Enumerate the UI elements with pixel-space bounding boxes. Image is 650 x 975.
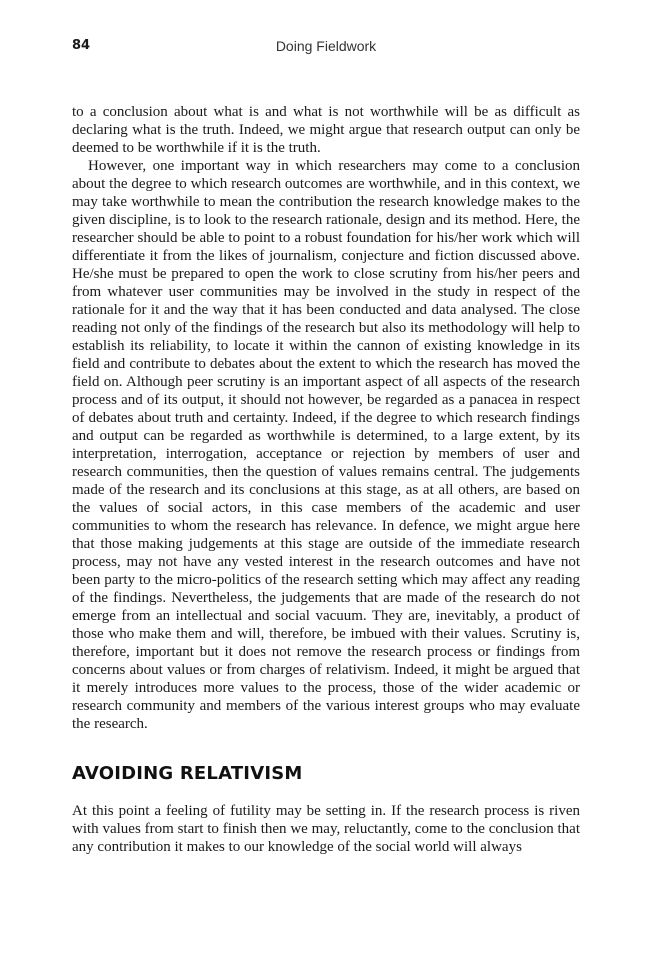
body-text (72, 103, 580, 733)
page-number: 84 (72, 38, 91, 53)
book-page (72, 36, 580, 856)
section-heading: AVOIDING RELATIVISM (72, 763, 303, 784)
running-head (72, 36, 580, 58)
paragraph: At this point a feeling of futility may be setting in. If the research process is riven with values from start to finish then we may, reluctantly, come to the conclusion that any contribution it makes to our knowledge of the social world will always (72, 803, 580, 855)
paragraph-continued: to a conclusion about what is and what is not worthwhile will be as difficult as declaring what is the truth. Indeed, we might argue that research output can only be deemed to be worthwhile if it is the truth. (72, 104, 580, 156)
paragraph: However, one important way in which researchers may come to a conclusion about the degree to which research outcomes are worthwhile, and in this context, we may take worthwhile to mean the contribution the research knowledge makes to the given discipline, is to look to the research rationale, design and its method. Here, the researcher should be able to point to a robust foundation for his/her work which will differentiate it from the likes of journalism, conjecture and fiction discussed above. He/she must be prepared to open the work to close scrutiny from his/her peers and from whatever user communities may be involved in the study in respect of the rationale for it and the way that it has been conducted and data analysed. The close reading not only of the findings of the research but also its methodology will help to establish its reliability, to locate it within the cannon of existing knowledge in its field and contribute to debates about the extent to which the research has moved the field on. Although peer scrutiny is an important aspect of all aspects of the research process and of its output, it should not however, be regarded as a panacea in respect of debates about truth and certainty. Indeed, if the degree to which research findings and output can be regarded as worthwhile is determined, to a large extent, by its interpretation, interrogation, acceptance or rejection by members of user and research communities, then the question of values remains central. The judgements made of the research and its conclusions at this stage, as at all others, are based on the values of social actors, in this case members of the academic and user communities to whom the research has relevance. In defence, we might argue here that those making judgements at this stage are outside of the immediate research process, may not have any vested interest in the research outcomes and have not been party to the micro-politics of the research setting which may affect any reading of the findings. Nevertheless, the judgements that are made of the research do not emerge from an intellectual and social vacuum. They are, inevitably, a product of those who make them and will, therefore, be imbued with their values. Scrutiny is, therefore, important but it does not remove the research process or findings from concerns about values or from charges of relativism. Indeed, it might be argued that it merely introduces more values to the process, those of the wider academic or research community and members of the various interest groups who may evaluate the research. (72, 158, 580, 732)
running-title: Doing Fieldwork (275, 38, 377, 54)
section-text (72, 802, 580, 856)
